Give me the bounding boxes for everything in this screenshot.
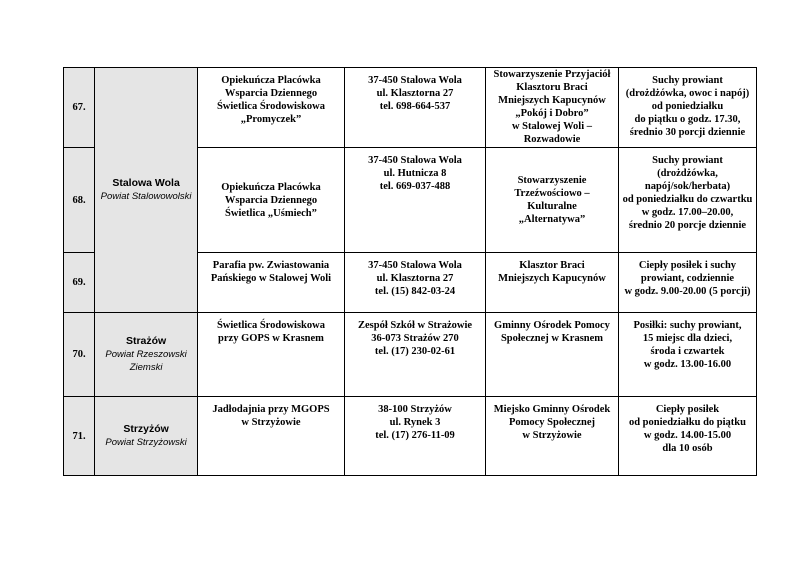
facility-address [345,68,486,148]
cell-line: w godz. 14.00-15.00 [643,430,732,441]
cell-line: przy GOPS w Krasnem [218,333,324,344]
area-cell [95,397,198,476]
cell-line: Stowarzyszenie Przyjaciół [493,69,611,80]
cell-line: Mniejszych Kapucynów [498,273,606,284]
help-description [618,148,756,253]
area-cell [95,313,198,397]
area-county: Powiat Strzyżowski [105,437,187,448]
cell-line: Miejsko Gminny Ośrodek [493,404,611,415]
cell-line: (drożdżówka, [657,168,718,179]
cell-line: Społecznej w Krasnem [500,333,604,344]
facility-address [345,253,486,313]
help-description [618,397,756,476]
cell-line: od poniedziałku do piątku [628,417,746,428]
row-number: 67. [64,68,95,148]
cell-line: 36-073 Strażów 270 [371,333,459,344]
cell-line: Klasztor Braci [519,260,585,271]
organizer [486,148,619,253]
facility-address [345,397,486,476]
cell-line: Opiekuńcza Placówka [221,181,321,193]
cell-line: tel. (17) 230-02-61 [374,346,456,357]
cell-line: od poniedziałku do czwartku [622,194,753,205]
cell-line: Posiłki: suchy prowiant, [633,320,742,331]
cell-line: „Pokój i Dobro” [515,108,589,119]
cell-line: ul. Klasztorna 27 [376,273,454,284]
cell-line: Stowarzyszenie [517,175,587,186]
cell-line: 37-450 Stalowa Wola [368,260,462,271]
cell-line: w godz. 13.00-16.00 [643,359,732,370]
area-cell [95,68,198,313]
help-description [618,313,756,397]
table-row [64,68,757,148]
organizer [486,68,619,148]
cell-line: napój/sok/herbata) [644,181,731,192]
facility-name [197,68,344,148]
cell-line: Pomocy Społecznej [508,417,595,428]
organizer [486,397,619,476]
cell-line: Jadłodajnia przy MGOPS [212,404,330,415]
cell-line: tel. 698-664-537 [379,101,451,112]
help-description [618,68,756,148]
area-city: Strzyżów [123,423,169,435]
cell-line: 15 miejsc dla dzieci, [642,333,733,344]
organizer [486,253,619,313]
cell-line: dla 10 osób [662,443,713,454]
cell-line: Suchy prowiant [652,75,723,86]
facility-name [197,253,344,313]
area-county: Powiat Stalowowolski [100,191,192,202]
cell-line: Pańskiego w Stalowej Woli [210,273,332,284]
cell-line: do piątku o godz. 17.30, [634,114,741,125]
cell-line: Świetlica „Uśmiech” [225,207,317,219]
cell-line: średnio 20 porcje dziennie [628,220,747,231]
cell-line: 37-450 Stalowa Wola [368,75,462,86]
help-description [618,253,756,313]
cell-line: Wsparcia Dziennego [224,88,318,99]
cell-line: Klasztoru Braci [516,82,588,93]
area-city: Stalowa Wola [112,177,180,189]
row-number: 68. [64,148,95,253]
cell-line: Ciepły posiłek i suchy [638,260,737,271]
cell-line: Opiekuńcza Placówka [221,75,321,86]
cell-line: „Promyczek” [240,114,302,125]
cell-line: 38-100 Strzyżów [378,404,452,415]
facility-address [345,148,486,253]
cell-line: w godz. 9.00-20.00 (5 porcji) [624,286,751,297]
cell-line: w Stalowej Woli – [511,121,592,132]
table-row [64,313,757,397]
facility-address [345,313,486,397]
cell-line: ul. Klasztorna 27 [376,88,454,99]
cell-line: Wsparcia Dziennego [224,194,318,206]
cell-line: ul. Hutnicza 8 [383,168,447,179]
cell-line: w Strzyżowie [522,430,582,441]
cell-line: ul. Rynek 3 [389,417,441,428]
row-number: 71. [64,397,95,476]
cell-line: tel. 669-037-488 [379,181,451,192]
cell-line: środa i czwartek [650,346,725,357]
area-county: Powiat Rzeszowski Ziemski [105,349,187,373]
facility-name [197,148,344,253]
cell-line: Zespół Szkół w Strażowie [357,320,473,331]
cell-line: Rozwadowie [523,134,581,145]
cell-line: Kulturalne [527,201,577,212]
cell-line: od poniedziałku [651,101,724,112]
cell-line: w godz. 17.00–20.00, [641,207,734,218]
cell-line: średnio 30 porcji dziennie [629,127,746,138]
cell-line: Gminny Ośrodek Pomocy [494,320,610,331]
facilities-table [63,67,757,476]
cell-line: Trzeźwościowo – [514,188,590,199]
cell-line: prowiant, codziennie [640,273,735,284]
cell-line: Parafia pw. Zwiastowania [212,260,330,271]
row-number: 69. [64,253,95,313]
cell-line: Suchy prowiant [652,155,723,166]
cell-line: Mniejszych Kapucynów [498,95,606,106]
organizer [486,313,619,397]
cell-line: Świetlica Środowiskowa [216,320,325,331]
cell-line: w Strzyżowie [241,417,301,428]
table-row [64,397,757,476]
row-number: 70. [64,313,95,397]
cell-line: Świetlica Środowiskowa [216,101,325,112]
cell-line: „Alternatywa” [518,214,586,225]
cell-line: 37-450 Stalowa Wola [368,155,462,166]
cell-line: (drożdżówka, owoc i napój) [625,88,750,99]
cell-line: tel. (17) 276-11-09 [375,430,455,441]
facility-name [197,397,344,476]
facility-name [197,313,344,397]
area-city: Strażów [125,335,167,347]
cell-line: Ciepły posiłek [655,404,720,415]
cell-line: tel. (15) 842-03-24 [374,286,456,297]
